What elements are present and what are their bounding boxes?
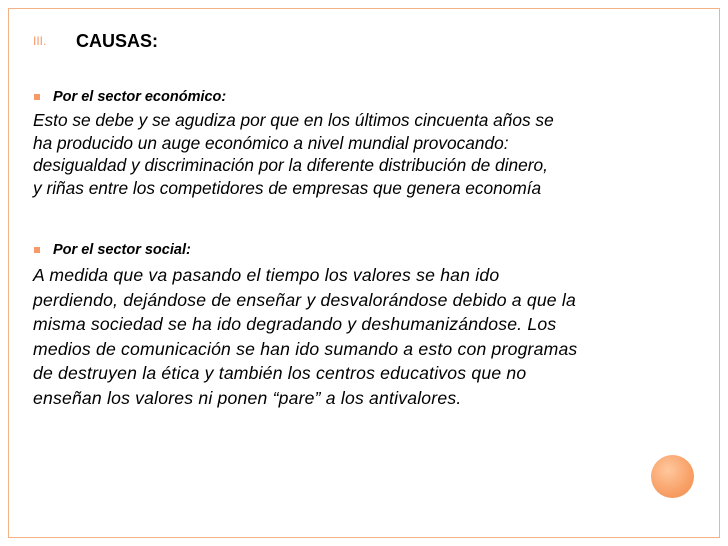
square-bullet-icon xyxy=(34,94,40,100)
bullet-economic-label: Por el sector económico: xyxy=(53,89,227,105)
section-title: CAUSAS: xyxy=(76,31,159,51)
bullet-social-label: Por el sector social: xyxy=(53,242,191,258)
section-numeral: III. xyxy=(33,34,47,48)
square-bullet-icon xyxy=(34,247,40,253)
paragraph-economic: Esto se debe y se agudiza por que en los últimos cincuenta años se ha producido un auge económico a nivel mundial provocando: desigualdad y discriminación por la diferente distribución de dinero, y riñas entre los competidores de empresas que genera economía xyxy=(33,110,554,198)
paragraph-social: A medida que va pasando el tiempo los valores se han ido perdiendo, dejándose de enseñar y desvalorándose debido a que la misma sociedad se ha ido degradando y deshumanizándose. Los medios de comunicación se han ido sumando a esto con programas de destruyen la ética y también los centros educativos que no enseñan los valores ni ponen “pare” a los antivalores. xyxy=(33,265,578,408)
bullet-social xyxy=(34,242,191,258)
decorative-circle xyxy=(651,455,694,498)
bullet-economic xyxy=(34,89,226,105)
